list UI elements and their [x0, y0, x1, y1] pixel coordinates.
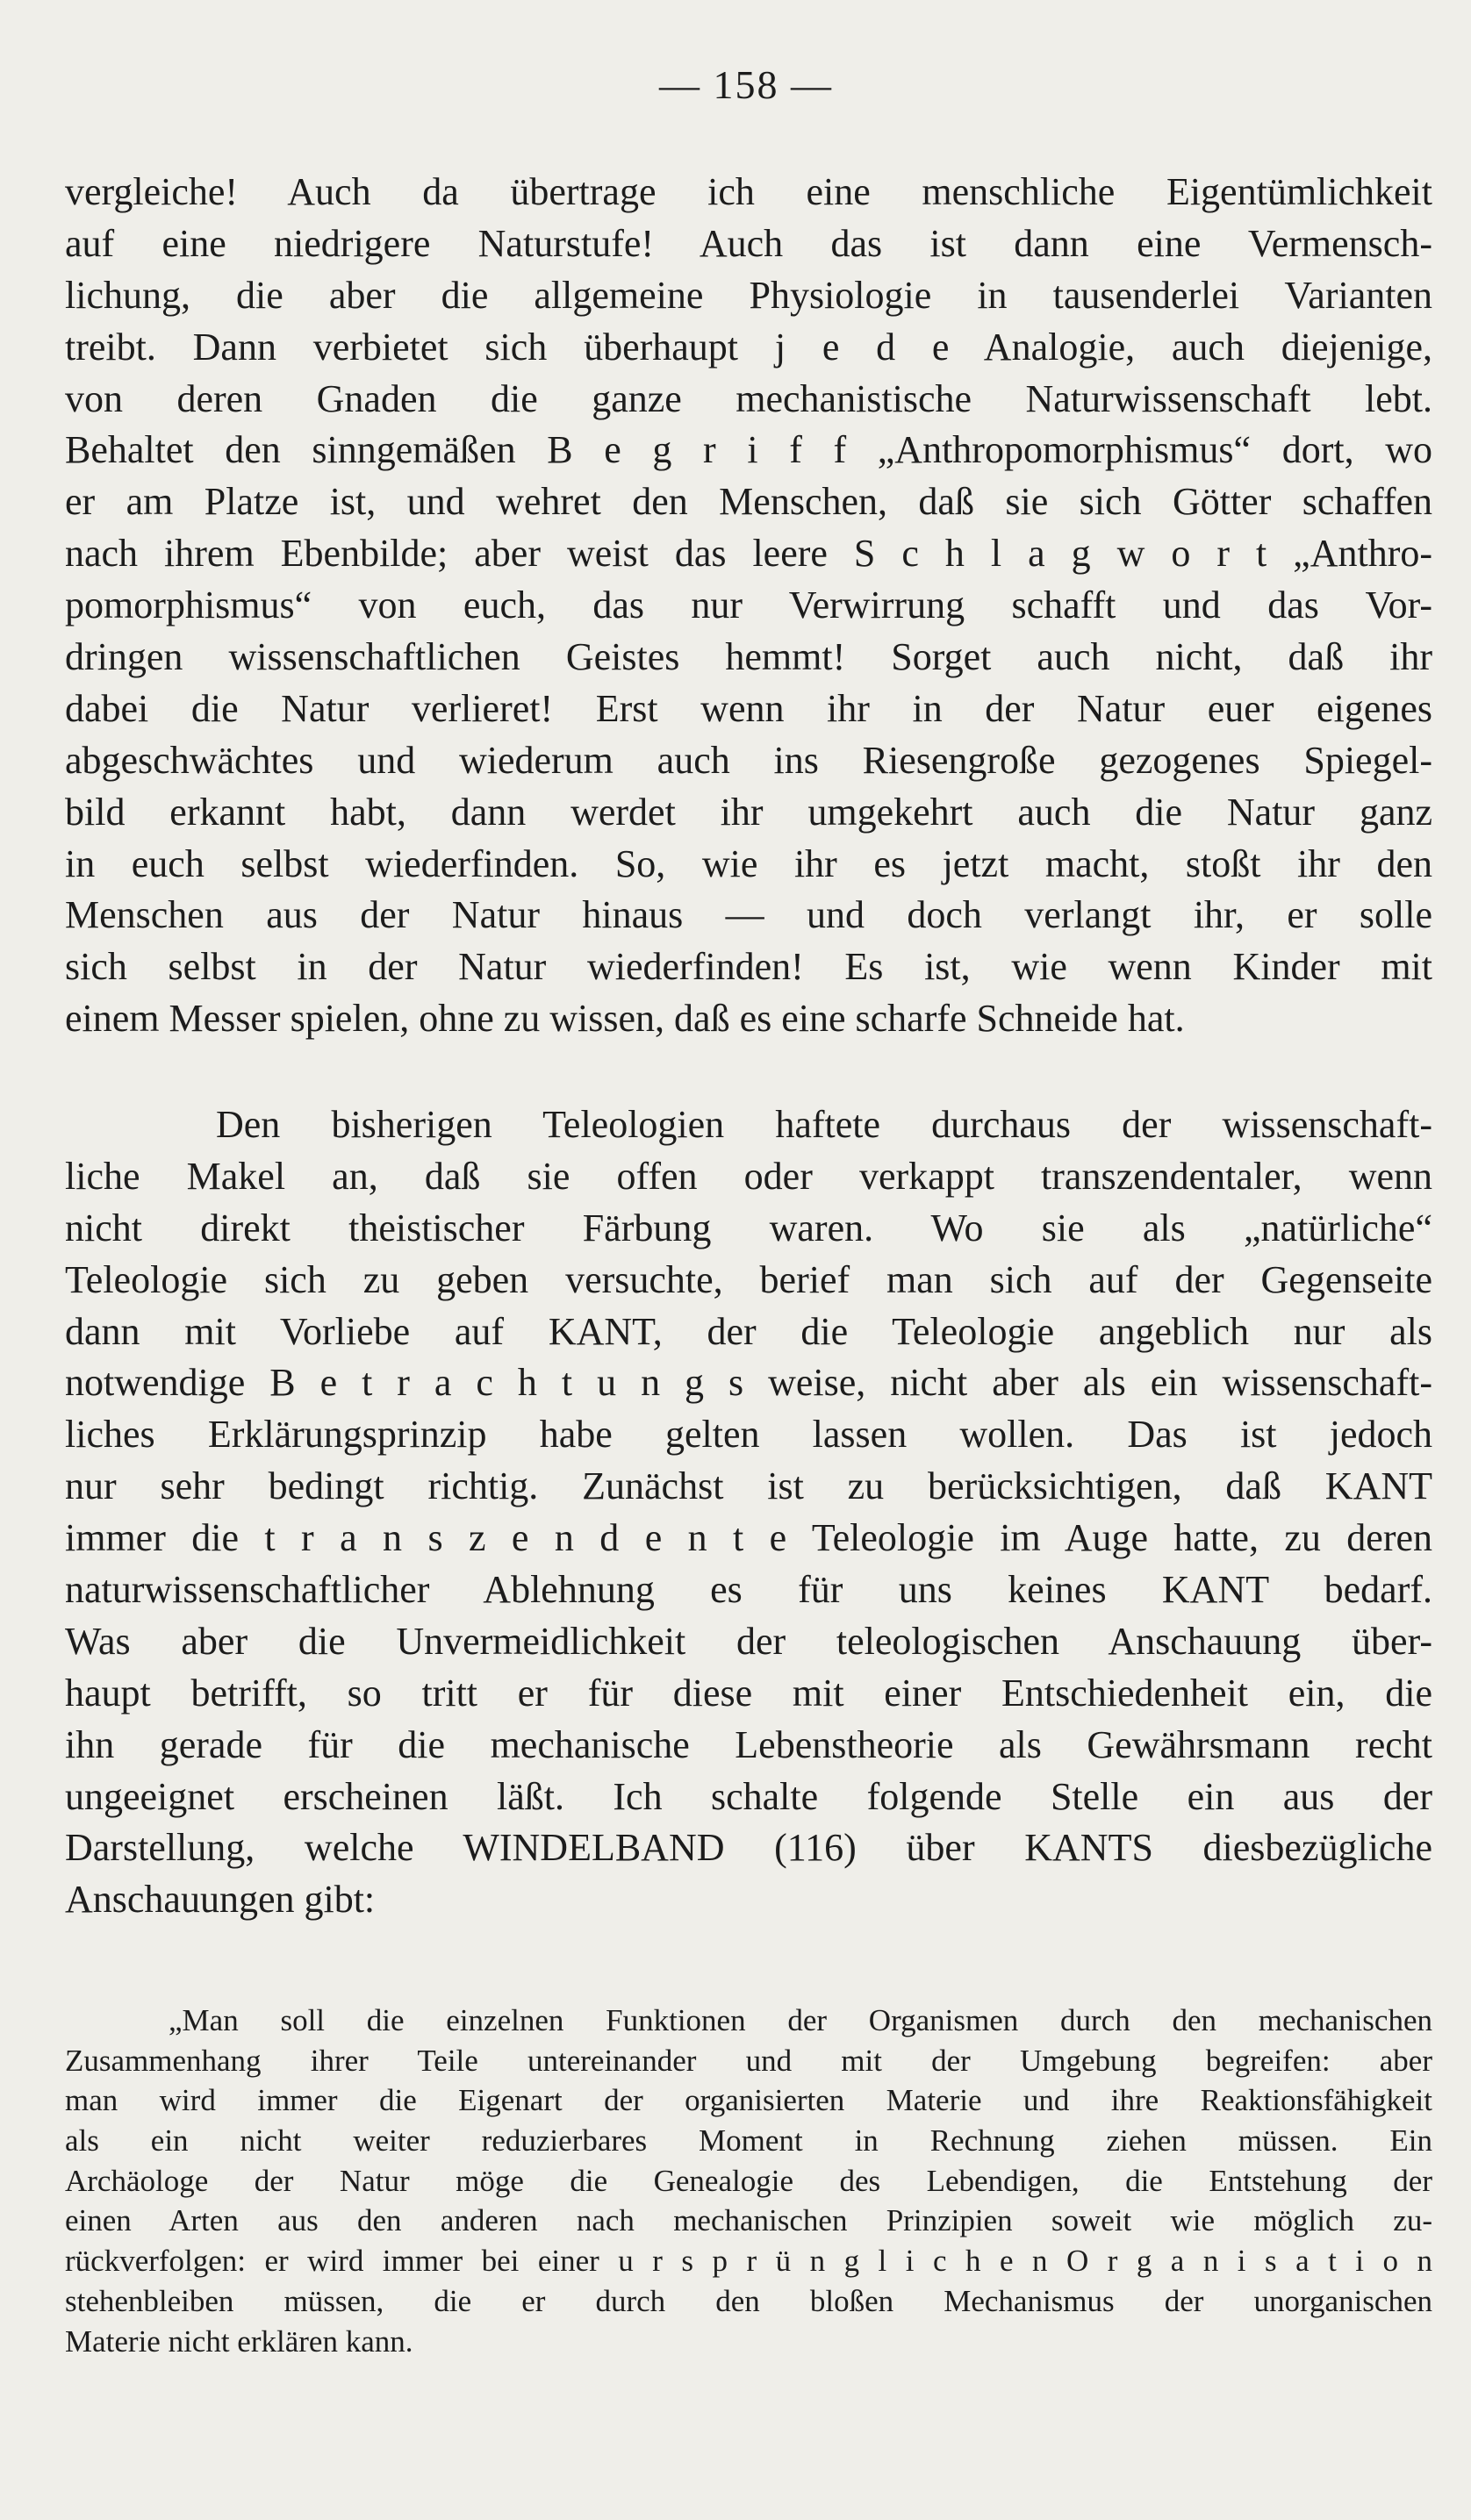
- text-line: in euch selbst wiederfinden. So, wie ihr es jetzt macht, stoßt ihr den: [65, 841, 1432, 885]
- quote-line: Materie nicht erklären kann.: [65, 2323, 413, 2359]
- text-line: dann mit Vorliebe auf KANT, der die Teleologie angeblich nur als: [65, 1309, 1432, 1353]
- quote-line: rückverfolgen: er wird immer bei einer u r s p r ü n g l i c h e n O r g a n i s a t i o n: [65, 2244, 1432, 2279]
- text-line: nicht direkt theistischer Färbung waren. Wo sie als „natürliche“: [65, 1206, 1432, 1249]
- paragraph-2: [65, 1099, 1432, 1926]
- quote-line: Archäologe der Natur möge die Genealogie des Lebendigen, die Entstehung der: [65, 2163, 1432, 2198]
- block-quote: [65, 2001, 1432, 2361]
- quote-line: Zusammenhang ihrer Teile untereinander und mit der Umgebung begreifen: aber: [65, 2043, 1432, 2078]
- text-line: Darstellung, welche WINDELBAND (116) über KANTS diesbezügliche: [65, 1826, 1432, 1870]
- text-line: von deren Gnaden die ganze mechanistische Naturwissenschaft lebt.: [65, 376, 1432, 420]
- quote-line: einen Arten aus den anderen nach mechanischen Prinzipien soweit wie möglich zu-: [65, 2203, 1432, 2238]
- text-line: Teleologie sich zu geben versuchte, berief man sich auf der Gegenseite: [65, 1257, 1432, 1301]
- text-line: liche Makel an, daß sie offen oder verkappt transzendentaler, wenn: [65, 1154, 1432, 1198]
- text-line: abgeschwächtes und wiederum auch ins Riesengroße gezogenes Spiegel-: [65, 738, 1432, 782]
- text-line: Was aber die Unvermeidlichkeit der teleologischen Anschauung über-: [65, 1619, 1432, 1663]
- text-line: liches Erklärungsprinzip habe gelten lassen wollen. Das ist jedoch: [65, 1413, 1432, 1457]
- text-line: treibt. Dann verbietet sich überhaupt j e d e Analogie, auch diejenige,: [65, 325, 1432, 369]
- quote-line: als ein nicht weiter reduzierbares Moment in Rechnung ziehen müssen. Ein: [65, 2123, 1432, 2158]
- text-line: auf eine niedrigere Naturstufe! Auch das ist dann eine Vermensch-: [65, 221, 1432, 265]
- text-line: einem Messer spielen, ohne zu wissen, daß es eine scharfe Schneide hat.: [65, 997, 1185, 1041]
- text-line: vergleiche! Auch da übertrage ich eine menschliche Eigentümlichkeit: [65, 170, 1432, 213]
- text-line: ihn gerade für die mechanische Lebenstheorie als Gewährsmann recht: [65, 1722, 1432, 1766]
- text-line: sich selbst in der Natur wiederfinden! Es ist, wie wenn Kinder mit: [65, 945, 1432, 989]
- text-line: lichung, die aber die allgemeine Physiologie in tausenderlei Varianten: [65, 273, 1432, 317]
- text-line: Behaltet den sinngemäßen B e g r i f f „Anthropomorphismus“ dort, wo: [65, 428, 1432, 472]
- text-line: bild erkannt habt, dann werdet ihr umgekehrt auch die Natur ganz: [65, 790, 1432, 834]
- text-line: nur sehr bedingt richtig. Zunächst ist zu berücksichtigen, daß KANT: [65, 1464, 1432, 1508]
- quote-line: stehenbleiben müssen, die er durch den bloßen Mechanismus der unorganischen: [65, 2283, 1432, 2318]
- text-line: pomorphismus“ von euch, das nur Verwirrung schafft und das Vor-: [65, 583, 1432, 627]
- text-line: Anschauungen gibt:: [65, 1878, 376, 1922]
- text-line: er am Platze ist, und wehret den Menschen, daß sie sich Götter schaffen: [65, 480, 1432, 524]
- text-line: Den bisherigen Teleologien haftete durchaus der wissenschaft-: [216, 1103, 1432, 1146]
- text-line: haupt betrifft, so tritt er für diese mit einer Entschiedenheit ein, die: [65, 1671, 1432, 1715]
- quote-line: „Man soll die einzelnen Funktionen der Organismen durch den mechanischen: [169, 2003, 1432, 2037]
- page-number: — 158 —: [659, 62, 833, 107]
- text-line: dringen wissenschaftlichen Geistes hemmt! Sorget auch nicht, daß ihr: [65, 635, 1432, 679]
- quote-line: man wird immer die Eigenart der organisierten Materie und ihre Reaktionsfähigkeit: [65, 2083, 1432, 2118]
- text-line: immer die t r a n s z e n d e n t e Teleologie im Auge hatte, zu deren: [65, 1516, 1432, 1560]
- text-line: Menschen aus der Natur hinaus — und doch verlangt ihr, er solle: [65, 893, 1432, 937]
- text-line: dabei die Natur verlieret! Erst wenn ihr in der Natur euer eigenes: [65, 686, 1432, 730]
- text-line: nach ihrem Ebenbilde; aber weist das leere S c h l a g w o r t „Anthro-: [65, 532, 1432, 576]
- text-line: ungeeignet erscheinen läßt. Ich schalte folgende Stelle ein aus der: [65, 1774, 1432, 1818]
- text-line: naturwissenschaftlicher Ablehnung es für uns keines KANT bedarf.: [65, 1568, 1432, 1612]
- text-line: notwendige B e t r a c h t u n g s weise, nicht aber als ein wissenschaft-: [65, 1361, 1432, 1405]
- paragraph-1: [65, 167, 1432, 1045]
